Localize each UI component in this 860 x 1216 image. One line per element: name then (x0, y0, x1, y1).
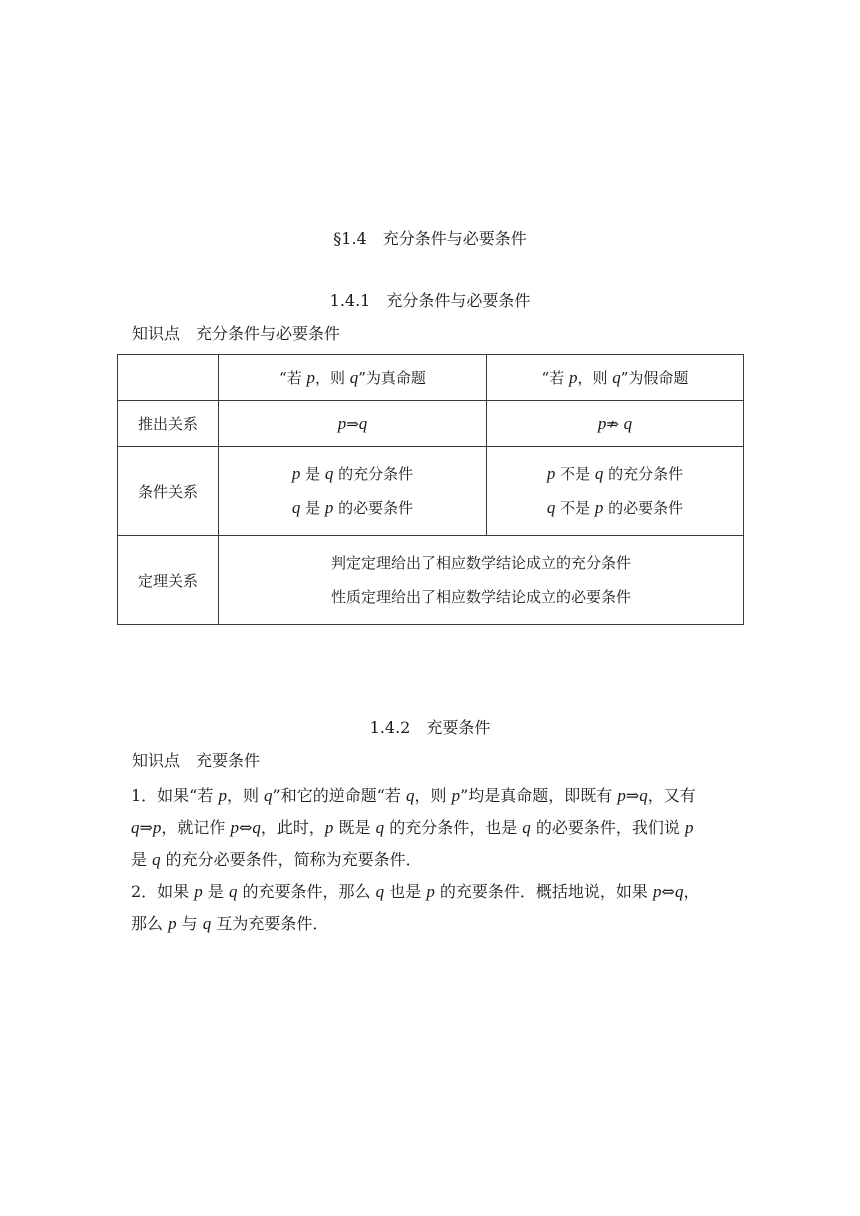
theorem-cell: 判定定理给出了相应数学结论成立的充分条件 性质定理给出了相应数学结论成立的必要条件 (219, 536, 744, 625)
row-label-theorem: 定理关系 (118, 536, 219, 625)
inference-false-cell: p⇏ q (487, 401, 744, 447)
subsection-title-2: 1.4.2 充要条件 (369, 718, 491, 737)
paragraph-item-1 (131, 780, 731, 876)
knowledge-point-label: 知识点 (132, 324, 181, 343)
row-label-inference: 推出关系 (118, 401, 219, 447)
table-header-row (118, 355, 744, 401)
table-row (118, 447, 744, 536)
knowledge-point-heading-1 (132, 321, 340, 344)
inference-true-cell: p⇒q (219, 401, 487, 447)
paragraph-line: q⇒p，就记作 p⇔q，此时，p 既是 q 的充分条件，也是 q 的必要条件，我们说 p (131, 818, 694, 837)
row-label-condition: 条件关系 (118, 447, 219, 536)
header-false-proposition: “若 p，则 q”为假命题 (487, 355, 744, 401)
knowledge-point-title: 充分条件与必要条件 (196, 324, 341, 343)
condition-true-cell: p 是 q 的充分条件 q 是 p 的必要条件 (219, 447, 487, 536)
knowledge-point-label: 知识点 (132, 751, 181, 770)
section-title: §1.4 充分条件与必要条件 (333, 229, 527, 248)
knowledge-point-heading-2 (132, 748, 260, 771)
knowledge-point-title: 充要条件 (196, 751, 261, 770)
header-true-proposition: “若 p，则 q”为真命题 (219, 355, 487, 401)
paragraph-line: 2．如果 p 是 q 的充要条件，那么 q 也是 p 的充要条件．概括地说，如果 p⇔q， (131, 882, 700, 901)
paragraph-line: 那么 p 与 q 互为充要条件． (131, 914, 329, 933)
subsection-title-1: 1.4.1 充分条件与必要条件 (329, 291, 531, 310)
conditions-table (117, 354, 744, 625)
paragraph-line: 是 q 的充分必要条件，简称为充要条件． (131, 850, 422, 869)
paragraph-item-2 (131, 876, 731, 940)
table-corner-cell (118, 355, 219, 401)
table-row (118, 536, 744, 625)
paragraph-line: 1．如果“若 p，则 q”和它的逆命题“若 q，则 p”均是真命题，即既有 p⇒q，又有 (131, 786, 696, 805)
table-row (118, 401, 744, 447)
condition-false-cell: p 不是 q 的充分条件 q 不是 p 的必要条件 (487, 447, 744, 536)
